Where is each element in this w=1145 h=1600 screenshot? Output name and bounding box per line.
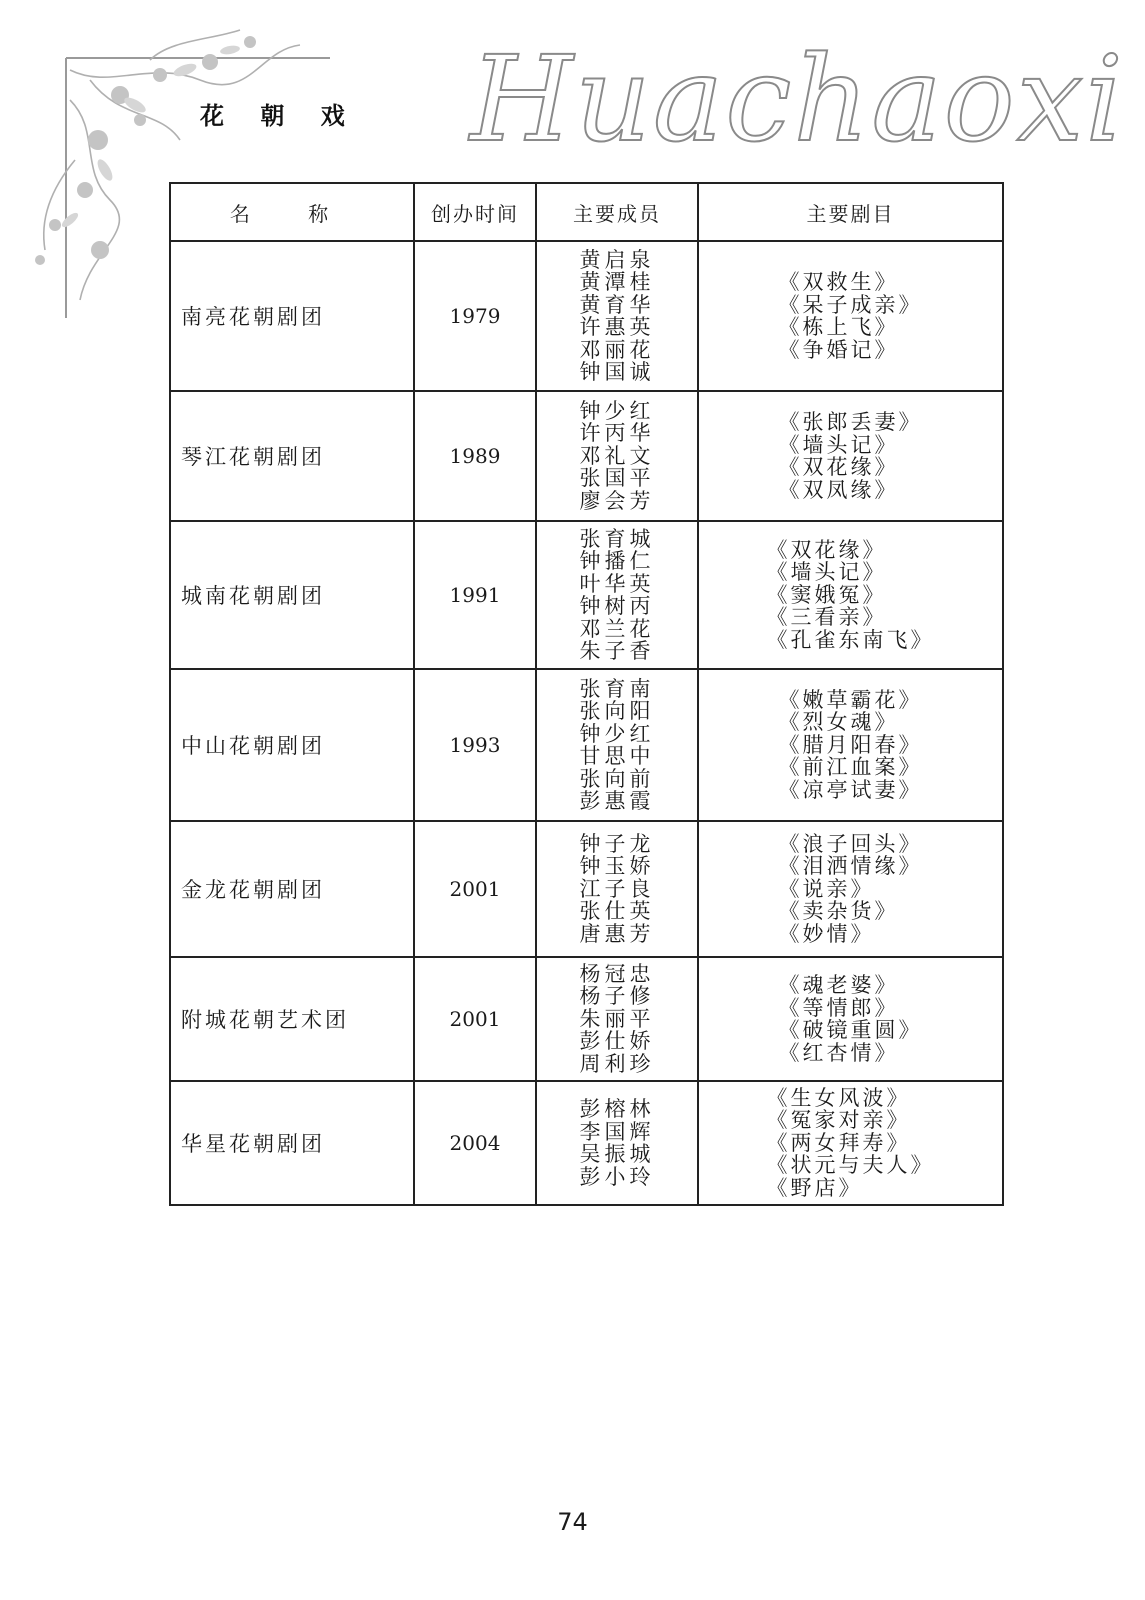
members-cell: [536, 241, 698, 391]
play-title: 《双花缘》: [778, 455, 899, 479]
members-cell: [536, 669, 698, 821]
repertoire-cell: [698, 669, 1003, 821]
founding-year: 2001: [414, 957, 536, 1081]
play-title: 《浪子回头》: [778, 831, 923, 856]
play-title: 《冤家对亲》: [766, 1108, 911, 1133]
play-title: 《破镜重圆》: [778, 1018, 923, 1042]
play-title: 《栋上飞》: [778, 315, 899, 339]
play-title: 《妙情》: [778, 921, 875, 946]
play-title: 《野店》: [766, 1175, 863, 1200]
founding-year: 2001: [414, 821, 536, 957]
play-title: 《墙头记》: [766, 560, 887, 585]
member-name: 邓兰花: [579, 616, 655, 641]
member-name: 朱丽平: [579, 1006, 655, 1031]
troupe-name: 中山花朝剧团: [170, 669, 414, 821]
troupe-name: 附城花朝艺术团: [170, 957, 414, 1081]
member-name: 许丙华: [579, 421, 655, 446]
member-name: 甘思中: [579, 744, 655, 768]
member-name: 钟玉娇: [579, 854, 655, 879]
member-name: 钟少红: [579, 721, 655, 746]
play-title: 《两女拜寿》: [766, 1130, 911, 1155]
play-title: 《孔雀东南飞》: [766, 627, 935, 652]
member-name: 周利珍: [579, 1051, 655, 1076]
member-name: 张育城: [579, 526, 655, 551]
member-name: 张仕英: [579, 899, 655, 924]
table-row: [170, 669, 1003, 821]
repertoire-cell: [698, 821, 1003, 957]
table-row: [170, 821, 1003, 957]
play-title: 《三看亲》: [766, 605, 887, 630]
member-name: 黄育华: [579, 292, 655, 317]
play-title: 《生女风波》: [766, 1085, 911, 1110]
member-name: 张国平: [579, 466, 655, 491]
member-name: 张育南: [579, 676, 655, 701]
play-title: 《墙头记》: [778, 432, 899, 457]
troupe-name: 城南花朝剧团: [170, 521, 414, 669]
play-title: 《双救生》: [778, 270, 899, 294]
play-title: 《前江血案》: [778, 755, 923, 780]
repertoire-cell: [698, 241, 1003, 391]
member-name: 钟树丙: [579, 594, 655, 618]
member-name: 邓礼文: [579, 443, 655, 468]
repertoire-cell: [698, 391, 1003, 521]
play-title: 《等情郎》: [778, 995, 899, 1020]
page-number: 74: [557, 1508, 588, 1536]
founding-year: 1979: [414, 241, 536, 391]
member-name: 彭惠霞: [579, 789, 655, 813]
member-name: 彭小玲: [579, 1164, 655, 1189]
play-title: 《腊月阳春》: [778, 732, 923, 757]
repertoire-cell: [698, 521, 1003, 669]
members-cell: [536, 391, 698, 521]
troupe-table: [169, 182, 1004, 1206]
member-name: 张向前: [579, 766, 655, 791]
member-name: 廖会芳: [579, 488, 655, 513]
column-header-year: 创办时间: [414, 183, 536, 241]
play-title: 《状元与夫人》: [766, 1153, 935, 1178]
troupe-name: 华星花朝剧团: [170, 1081, 414, 1205]
play-title: 《双花缘》: [766, 537, 887, 562]
script-title-decoration: Huachaoxi: [470, 30, 1126, 168]
play-title: 《窦娥冤》: [766, 582, 887, 607]
repertoire-cell: [698, 1081, 1003, 1205]
member-name: 叶华英: [579, 571, 655, 596]
section-title: 花 朝 戏: [200, 102, 359, 130]
member-name: 李国辉: [579, 1119, 655, 1144]
play-title: 《张郎丢妻》: [778, 410, 923, 434]
member-name: 杨冠忠: [579, 961, 655, 986]
founding-year: 1991: [414, 521, 536, 669]
table-header-row: [170, 183, 1003, 241]
founding-year: 1989: [414, 391, 536, 521]
member-name: 彭榕林: [579, 1097, 655, 1121]
member-name: 彭仕娇: [579, 1029, 655, 1054]
troupe-name: 南亮花朝剧团: [170, 241, 414, 391]
member-name: 张向阳: [579, 699, 655, 723]
member-name: 钟国诚: [579, 360, 655, 384]
play-title: 《凉亭试妻》: [778, 777, 923, 802]
play-title: 《双凤缘》: [778, 477, 899, 502]
member-name: 黄启泉: [579, 247, 655, 272]
member-name: 邓丽花: [579, 337, 655, 362]
member-name: 吴振城: [579, 1142, 655, 1166]
members-cell: [536, 1081, 698, 1205]
member-name: 杨子修: [579, 984, 655, 1009]
table-row: [170, 391, 1003, 521]
play-title: 《呆子成亲》: [778, 292, 923, 317]
troupe-name: 琴江花朝剧团: [170, 391, 414, 521]
play-title: 《争婚记》: [778, 337, 899, 362]
repertoire-cell: [698, 957, 1003, 1081]
play-title: 《魂老婆》: [778, 973, 899, 997]
members-cell: [536, 957, 698, 1081]
table-row: [170, 241, 1003, 391]
members-cell: [536, 521, 698, 669]
table-row: [170, 1081, 1003, 1205]
troupe-name: 金龙花朝剧团: [170, 821, 414, 957]
table-row: [170, 521, 1003, 669]
founding-year: 2004: [414, 1081, 536, 1205]
member-name: 朱子香: [579, 639, 655, 663]
column-header-repertoire: 主要剧目: [698, 183, 1003, 241]
table-row: [170, 957, 1003, 1081]
member-name: 钟子龙: [579, 831, 655, 856]
column-header-name: 名 称: [170, 183, 414, 241]
members-cell: [536, 821, 698, 957]
member-name: 钟播仁: [579, 549, 655, 573]
play-title: 《卖杂货》: [778, 899, 899, 924]
member-name: 江子良: [579, 876, 655, 901]
play-title: 《烈女魂》: [778, 710, 899, 735]
founding-year: 1993: [414, 669, 536, 821]
play-title: 《红杏情》: [778, 1040, 899, 1065]
column-header-members: 主要成员: [536, 183, 698, 241]
play-title: 《泪洒情缘》: [778, 854, 923, 879]
member-name: 钟少红: [579, 398, 655, 423]
member-name: 许惠英: [579, 315, 655, 339]
member-name: 黄潭桂: [579, 270, 655, 294]
play-title: 《说亲》: [778, 876, 875, 901]
play-title: 《嫩草霸花》: [778, 687, 923, 712]
member-name: 唐惠芳: [579, 921, 655, 946]
